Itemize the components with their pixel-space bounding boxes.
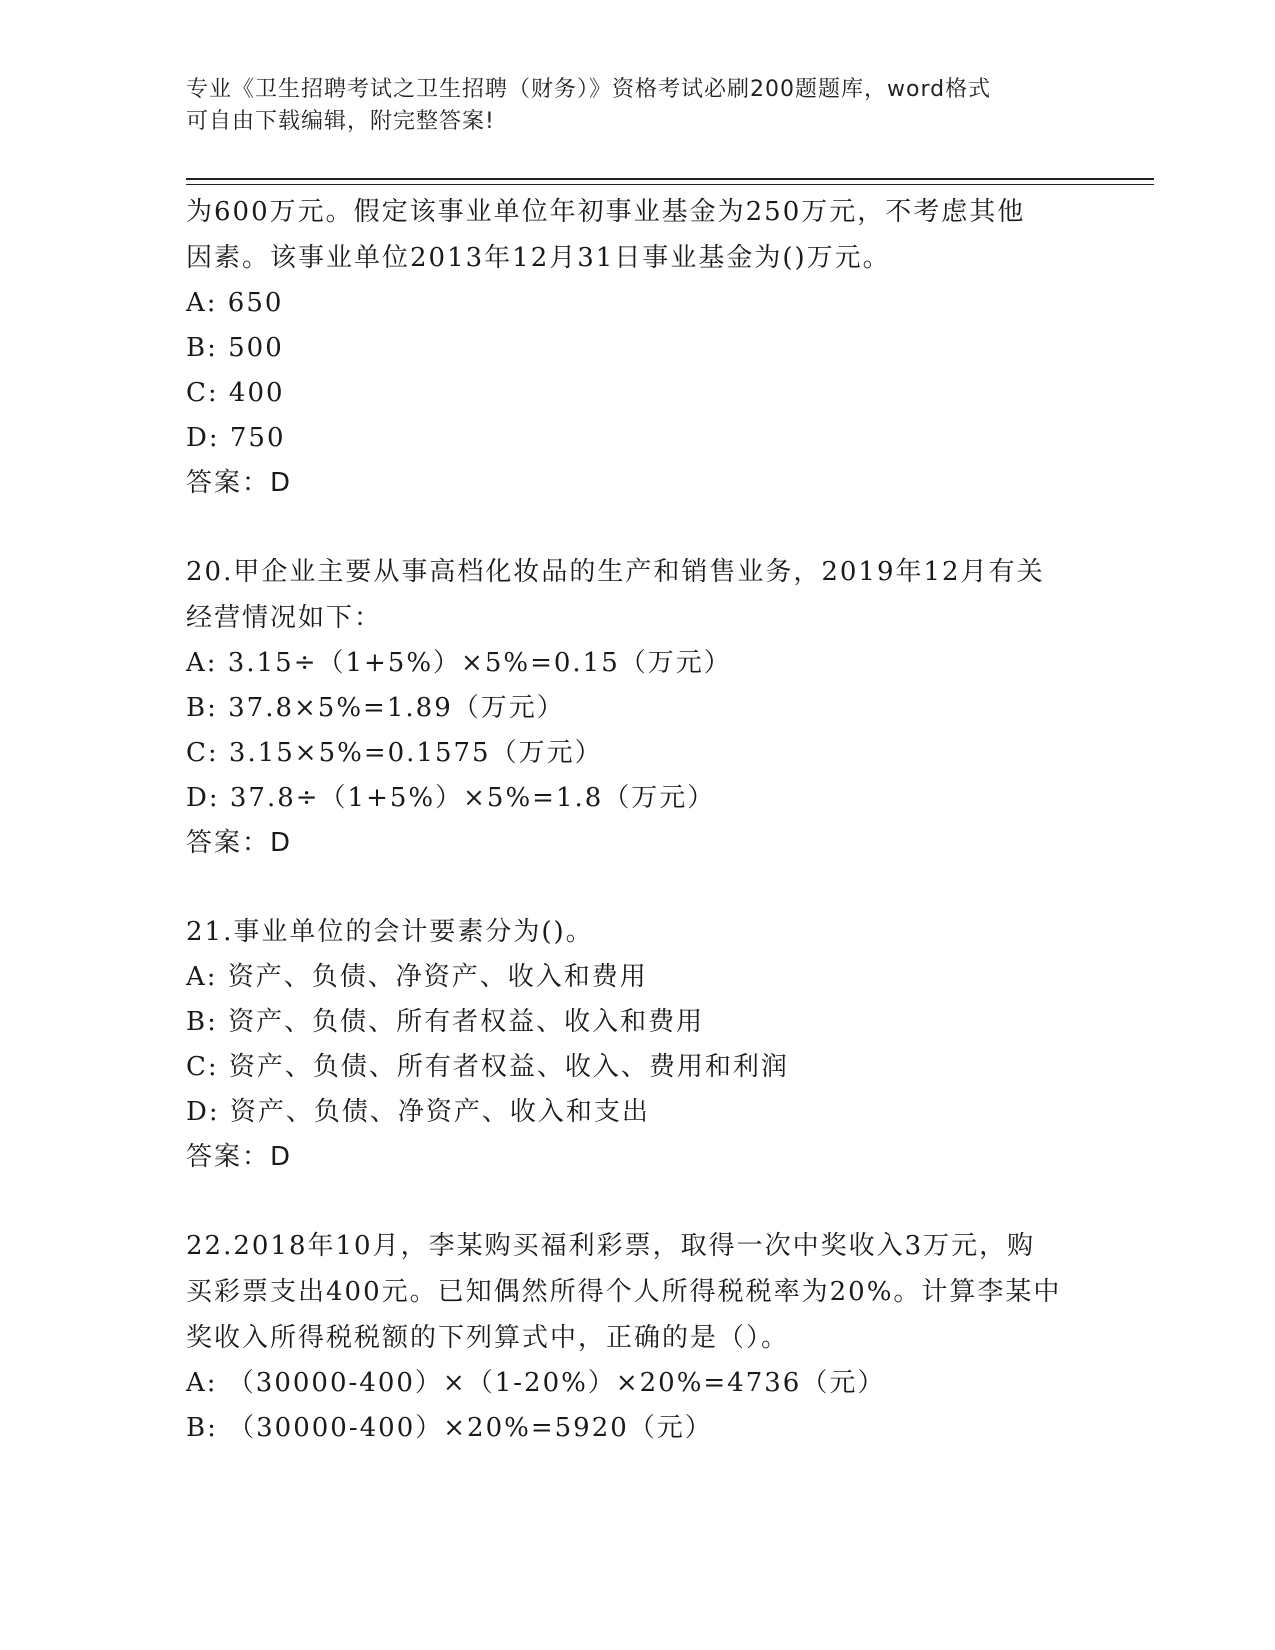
question-text-line: 奖收入所得税税额的下列算式中，正确的是（）。 xyxy=(186,1323,790,1353)
question-text-line: 22.2018年10月，李某购买福利彩票，取得一次中奖收入3万元，购 xyxy=(186,1231,1036,1261)
spacer xyxy=(186,865,1086,909)
option-c: C: 400 xyxy=(186,378,285,408)
option-a: A: （30000-400）×（1-20%）×20%=4736（元） xyxy=(186,1368,886,1398)
question-text-line: 经营情况如下： xyxy=(186,603,383,633)
option-d: D: 37.8÷（1+5%）×5%=1.8（万元） xyxy=(186,783,716,813)
option-b: B: 资产、负债、所有者权益、收入和费用 xyxy=(186,1007,705,1037)
option-b: B: （30000-400）×20%=5920（元） xyxy=(186,1413,713,1443)
question-22 xyxy=(186,1223,1086,1451)
question-21 xyxy=(186,909,1086,1179)
option-a: A: 650 xyxy=(186,288,284,318)
option-a: A: 3.15÷（1+5%）×5%=0.15（万元） xyxy=(186,648,732,678)
question-text-line: 因素。该事业单位2013年12月31日事业基金为()万元。 xyxy=(186,243,891,273)
question-content xyxy=(186,189,1086,1451)
header-rule-thin xyxy=(186,184,1154,185)
header-line-1: 专业《卫生招聘考试之卫生招聘（财务）》资格考试必刷200题题库，word格式 xyxy=(186,77,992,102)
question-text-line: 买彩票支出400元。已知偶然所得个人所得税税率为20%。计算李某中 xyxy=(186,1277,1062,1307)
option-b: B: 37.8×5%=1.89（万元） xyxy=(186,693,565,723)
question-20 xyxy=(186,549,1086,865)
answer: 答案：D xyxy=(186,468,293,498)
question-19 xyxy=(186,189,1086,505)
question-text-line: 为600万元。假定该事业单位年初事业基金为250万元，不考虑其他 xyxy=(186,197,1026,227)
page-header xyxy=(186,74,1086,138)
header-rule-thick xyxy=(186,178,1154,180)
option-d: D: 资产、负债、净资产、收入和支出 xyxy=(186,1097,650,1127)
answer: 答案：D xyxy=(186,1142,293,1172)
option-d: D: 750 xyxy=(186,423,286,453)
option-a: A: 资产、负债、净资产、收入和费用 xyxy=(186,962,648,992)
question-text-line: 21.事业单位的会计要素分为()。 xyxy=(186,917,594,947)
option-c: C: 3.15×5%=0.1575（万元） xyxy=(186,738,603,768)
option-c: C: 资产、负债、所有者权益、收入、费用和利润 xyxy=(186,1052,789,1082)
question-text-line: 20.甲企业主要从事高档化妆品的生产和销售业务，2019年12月有关 xyxy=(186,557,1045,587)
spacer xyxy=(186,505,1086,549)
header-line-2: 可自由下载编辑，附完整答案! xyxy=(186,109,495,134)
spacer xyxy=(186,1179,1086,1223)
option-b: B: 500 xyxy=(186,333,284,363)
answer: 答案：D xyxy=(186,828,293,858)
